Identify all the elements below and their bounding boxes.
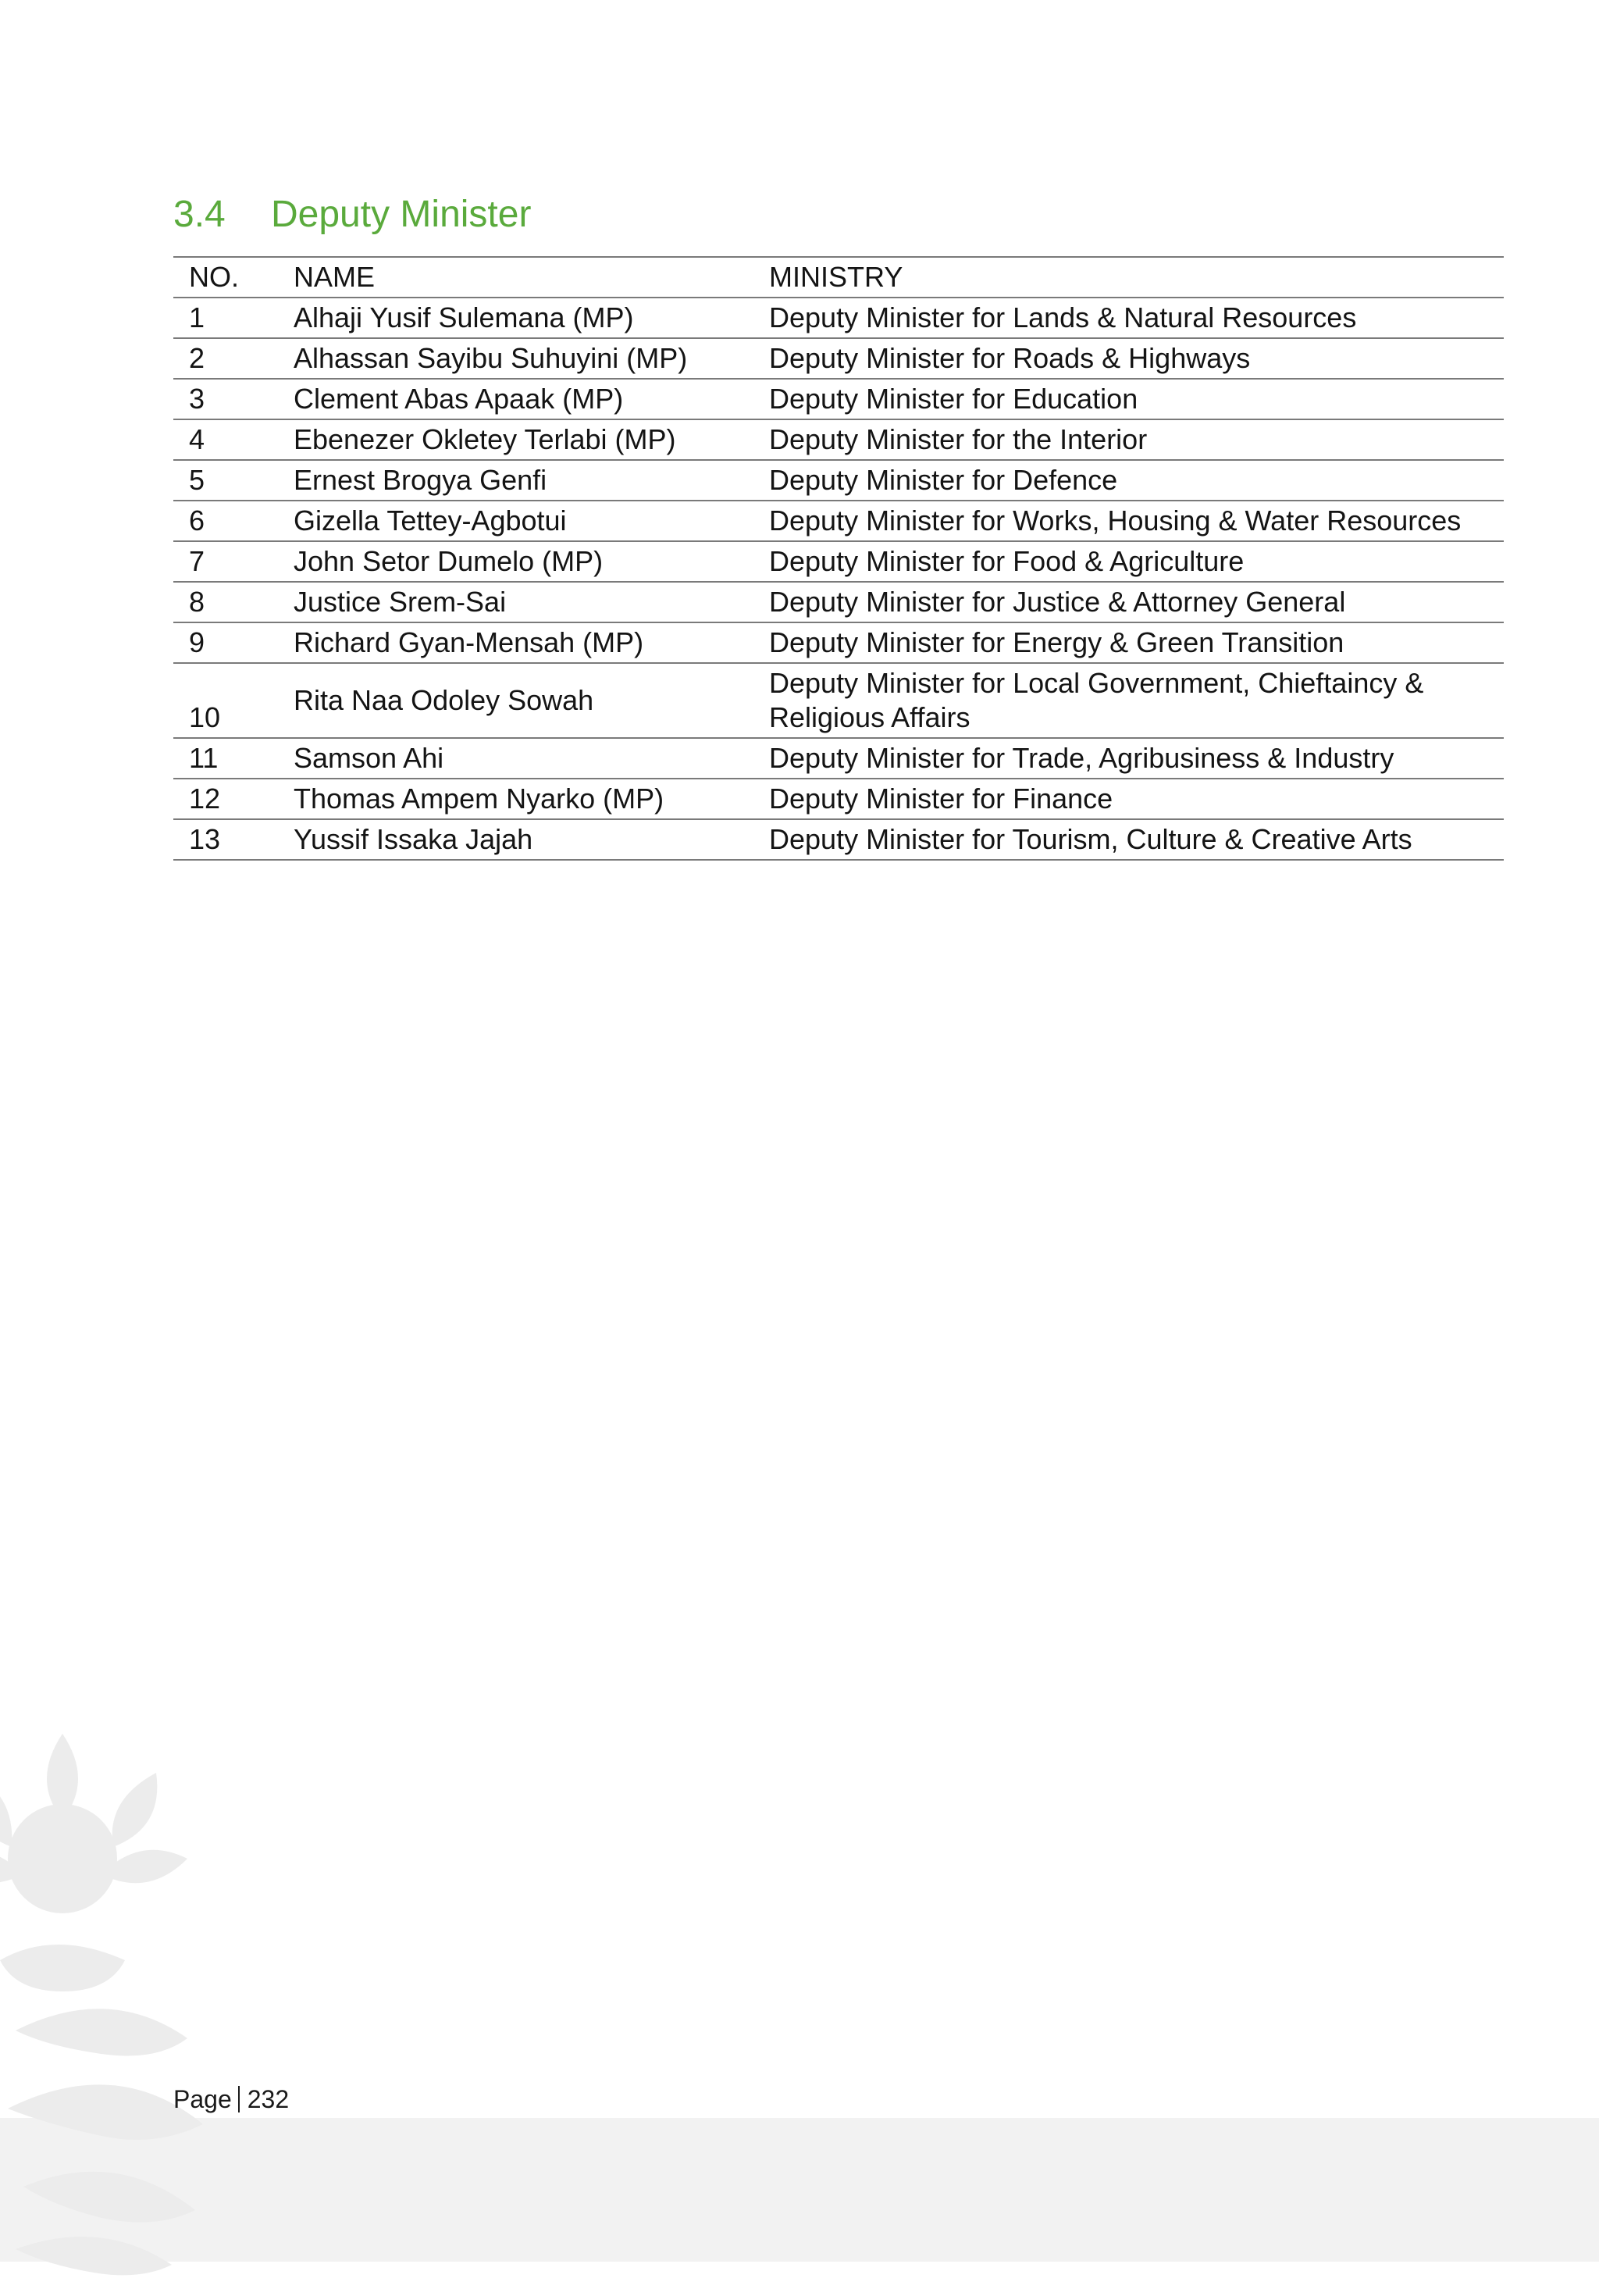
table-row [173, 501, 1504, 541]
minister-name: Samson Ahi [294, 742, 444, 774]
table-row [173, 379, 1504, 419]
row-number: 10 [189, 701, 221, 733]
minister-name: Ernest Brogya Genfi [294, 464, 547, 496]
row-number: 12 [189, 783, 221, 815]
column-header-ministry: MINISTRY [769, 261, 903, 293]
minister-name: Alhassan Sayibu Suhuyini (MP) [294, 342, 688, 374]
minister-name: Thomas Ampem Nyarko (MP) [294, 783, 664, 815]
row-number: 8 [189, 586, 205, 618]
minister-name: Yussif Issaka Jajah [294, 823, 533, 855]
minister-name: Alhaji Yusif Sulemana (MP) [294, 301, 634, 333]
minister-name: Justice Srem-Sai [294, 586, 507, 618]
table-row [173, 419, 1504, 460]
table-row [173, 298, 1504, 338]
column-header-no: NO. [189, 261, 240, 293]
ministry-name: Deputy Minister for Roads & Highways [769, 342, 1251, 374]
ministry-name: Deputy Minister for Food & Agriculture [769, 545, 1245, 577]
row-number: 9 [189, 626, 205, 658]
minister-name: Richard Gyan-Mensah (MP) [294, 626, 644, 658]
table-row [173, 663, 1504, 738]
section-number: 3.4 [173, 194, 226, 235]
page-separator [238, 2086, 240, 2112]
row-number: 4 [189, 423, 205, 455]
coat-of-arms-watermark-icon [0, 1702, 281, 2296]
ministry-name: Deputy Minister for Defence [769, 464, 1118, 496]
minister-name: Rita Naa Odoley Sowah [294, 684, 594, 716]
row-number: 3 [189, 383, 205, 415]
column-header-name: NAME [294, 261, 376, 293]
page-number-footer [173, 2084, 289, 2115]
page-label: Page [173, 2085, 232, 2113]
section-title: Deputy Minister [271, 194, 532, 235]
ministry-name: Deputy Minister for Education [769, 383, 1138, 415]
row-number: 1 [189, 301, 205, 333]
minister-name: Gizella Tettey-Agbotui [294, 504, 567, 537]
row-number: 2 [189, 342, 205, 374]
ministry-name: Deputy Minister for the Interior [769, 423, 1148, 455]
table-header-row [173, 257, 1504, 298]
row-number: 5 [189, 464, 205, 496]
ministry-name: Deputy Minister for Finance [769, 783, 1113, 815]
table-row [173, 460, 1504, 501]
minister-name: John Setor Dumelo (MP) [294, 545, 604, 577]
row-number: 6 [189, 504, 205, 537]
section-heading [173, 187, 531, 242]
table-row [173, 338, 1504, 379]
ministry-name: Deputy Minister for Tourism, Culture & Creative Arts [769, 823, 1412, 855]
ministry-name: Deputy Minister for Local Government, Chieftaincy & Religious Affairs [769, 667, 1424, 733]
row-number: 11 [189, 742, 219, 774]
table-row [173, 738, 1504, 779]
table-row [173, 541, 1504, 582]
ministry-name: Deputy Minister for Lands & Natural Resources [769, 301, 1357, 333]
table-row [173, 779, 1504, 819]
table-row [173, 582, 1504, 622]
table-row [173, 819, 1504, 860]
row-number: 7 [189, 545, 205, 577]
minister-name: Ebenezer Okletey Terlabi (MP) [294, 423, 676, 455]
minister-name: Clement Abas Apaak (MP) [294, 383, 624, 415]
table-row [173, 622, 1504, 663]
row-number: 13 [189, 823, 221, 855]
ministry-name: Deputy Minister for Works, Housing & Water Resources [769, 504, 1462, 537]
ministry-name: Deputy Minister for Trade, Agribusiness & Industry [769, 742, 1394, 774]
ministry-name: Deputy Minister for Energy & Green Transition [769, 626, 1344, 658]
page-number: 232 [247, 2085, 290, 2113]
ministry-name: Deputy Minister for Justice & Attorney General [769, 586, 1346, 618]
deputy-ministers-table [173, 256, 1504, 861]
